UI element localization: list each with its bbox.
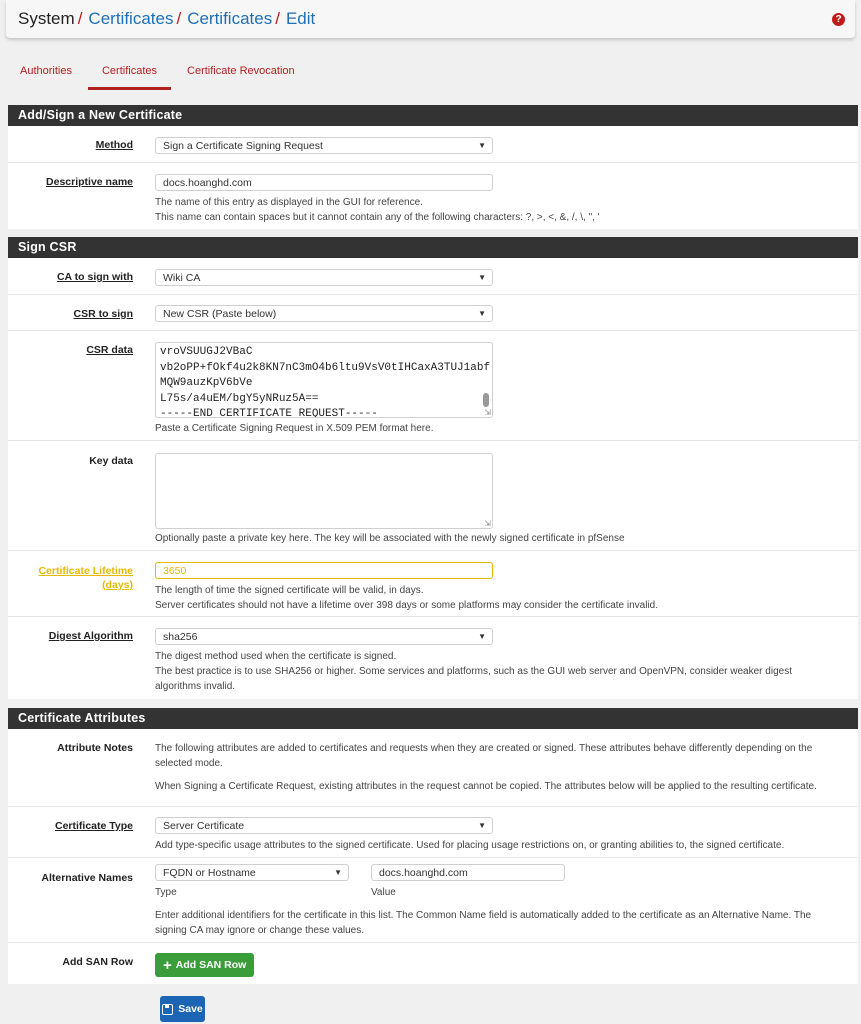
row-certificate-type — [8, 807, 858, 858]
descriptive-name-label: Descriptive name — [46, 176, 133, 188]
san-type-caption: Type — [155, 887, 177, 898]
help-text: This name can contain spaces but it cannot contain any of the following characters: ?, >, <, &, /, \, ", ' — [155, 212, 600, 223]
resize-handle-icon[interactable]: ⇲ — [484, 519, 491, 528]
ca-label: CA to sign with — [56, 271, 133, 283]
tab-certificates[interactable]: Certificates — [88, 56, 171, 90]
add-san-row-button-label: Add SAN Row — [175, 959, 247, 971]
row-ca — [8, 258, 858, 295]
breadcrumb-edit[interactable]: Edit — [285, 9, 316, 28]
help-text: The length of time the signed certificate will be valid, in days. — [155, 585, 424, 596]
key-data-help: Optionally paste a private key here. The key will be associated with the newly signed certificate in pfSense — [155, 533, 625, 544]
lifetime-label-line2: (days) — [102, 579, 133, 591]
san-value-input[interactable]: docs.hoanghd.com — [371, 864, 565, 881]
descriptive-name-help — [155, 195, 845, 225]
row-digest — [8, 617, 858, 698]
save-button-label: Save — [178, 1003, 203, 1015]
csr-data-label: CSR data — [86, 344, 133, 356]
chevron-down-icon: ▼ — [478, 273, 486, 282]
csr-data-textarea[interactable] — [155, 342, 493, 418]
descriptive-name-input[interactable]: docs.hoanghd.com — [155, 174, 493, 191]
add-san-row-button[interactable] — [155, 953, 254, 977]
panel-add-sign — [8, 105, 858, 229]
row-descriptive-name — [8, 163, 858, 229]
breadcrumb-separator: / — [77, 9, 83, 28]
ca-value: Wiki CA — [163, 271, 201, 284]
chevron-down-icon: ▼ — [478, 309, 486, 318]
panel-certificate-attributes — [8, 708, 858, 984]
csr-data-help: Paste a Certificate Signing Request in X.509 PEM format here. — [155, 423, 434, 434]
breadcrumb-separator: / — [275, 9, 280, 28]
breadcrumb — [6, 0, 855, 38]
lifetime-input[interactable]: 3650 — [155, 562, 493, 579]
csr-data-text: vroVSUUGJ2VBaC vb2oPP+fOkf4u2k8KN7nC3mO4b6ltu9VsV0tIHCaxA3TUJ1abf MQW9auzKpV6bVe L75s/a4uEM/bgY5yNRuz5A== -----END CERTIFICATE REQUEST----- — [160, 346, 491, 417]
breadcrumb-system: System — [18, 9, 75, 28]
scrollbar-thumb[interactable] — [483, 393, 489, 407]
san-type-value: FQDN or Hostname — [163, 866, 256, 879]
row-csr-data — [8, 331, 858, 441]
breadcrumb-certificates-1[interactable]: Certificates — [88, 9, 174, 28]
chevron-down-icon: ▼ — [334, 868, 342, 877]
help-text: When Signing a Certificate Request, existing attributes in the request cannot be copied. The attributes below will be applied to the resulting certificate. — [155, 781, 817, 792]
certificate-type-label: Certificate Type — [55, 820, 133, 832]
tab-bar — [8, 56, 311, 90]
lifetime-help — [155, 583, 845, 613]
breadcrumb-separator: / — [176, 9, 182, 28]
csr-scrollbar[interactable] — [482, 345, 490, 417]
alternative-names-label: Alternative Names — [41, 872, 133, 884]
row-csr-select — [8, 295, 858, 331]
csr-value: New CSR (Paste below) — [163, 307, 277, 320]
help-text: The digest method used when the certificate is signed. — [155, 651, 397, 662]
certificate-type-select[interactable] — [155, 817, 493, 834]
row-key-data — [8, 441, 858, 551]
tab-authorities[interactable]: Authorities — [20, 65, 72, 77]
digest-label: Digest Algorithm — [48, 630, 133, 642]
attribute-notes-label: Attribute Notes — [57, 742, 133, 754]
key-data-label: Key data — [89, 455, 133, 467]
row-alternative-names — [8, 858, 858, 943]
row-method — [8, 126, 858, 163]
method-value: Sign a Certificate Signing Request — [163, 139, 323, 152]
panel-heading-attributes: Certificate Attributes — [8, 708, 858, 729]
lifetime-label-line1: Certificate Lifetime — [38, 565, 133, 577]
csr-select[interactable] — [155, 305, 493, 322]
method-select[interactable] — [155, 137, 493, 154]
resize-handle-icon[interactable]: ⇲ — [484, 408, 491, 417]
help-text: Server certificates should not have a lifetime over 398 days or some platforms may consider the certificate invalid. — [155, 600, 659, 611]
help-text: algorithms invalid. — [155, 681, 236, 692]
certificate-type-value: Server Certificate — [163, 819, 245, 832]
san-type-select[interactable] — [155, 864, 349, 881]
help-text: selected mode. — [155, 758, 223, 769]
key-data-textarea[interactable] — [155, 453, 493, 529]
digest-help — [155, 649, 845, 694]
attribute-notes-text — [155, 741, 850, 794]
lifetime-label — [8, 564, 133, 592]
tab-certificate-revocation[interactable]: Certificate Revocation — [187, 65, 295, 77]
help-icon[interactable]: ? — [832, 13, 845, 26]
alternative-names-help — [155, 908, 850, 938]
plus-icon: + — [163, 956, 172, 974]
panel-heading-sign-csr: Sign CSR — [8, 237, 858, 258]
add-san-row-label: Add SAN Row — [62, 956, 133, 968]
help-text: signing CA may ignore or change these values. — [155, 925, 365, 936]
panel-sign-csr — [8, 237, 858, 699]
save-icon — [162, 1004, 173, 1015]
digest-value: sha256 — [163, 630, 198, 643]
chevron-down-icon: ▼ — [478, 821, 486, 830]
help-text: The following attributes are added to certificates and requests when they are created or signed. These attributes behave differently depending on the — [155, 743, 813, 754]
breadcrumb-certificates-2[interactable]: Certificates — [187, 9, 273, 28]
help-text: The best practice is to use SHA256 or higher. Some services and platforms, such as the GUI web server and OpenVPN, consider weaker digest — [155, 666, 792, 677]
row-attribute-notes — [8, 729, 858, 807]
row-lifetime — [8, 551, 858, 617]
chevron-down-icon: ▼ — [478, 632, 486, 641]
save-button[interactable] — [160, 996, 205, 1022]
row-add-san — [8, 943, 858, 984]
san-value-caption: Value — [371, 887, 396, 898]
digest-select[interactable] — [155, 628, 493, 645]
csr-label: CSR to sign — [73, 308, 133, 320]
panel-heading-add-sign: Add/Sign a New Certificate — [8, 105, 858, 126]
method-label: Method — [95, 139, 133, 151]
help-text: Enter additional identifiers for the certificate in this list. The Common Name field is automatically added to the certificate as an Alternative Name. The — [155, 910, 812, 921]
ca-select[interactable] — [155, 269, 493, 286]
certificate-type-help: Add type-specific usage attributes to the signed certificate. Used for placing usage restrictions on, or granting abilities to, the signed certificate. — [155, 840, 785, 851]
help-text: The name of this entry as displayed in the GUI for reference. — [155, 197, 423, 208]
chevron-down-icon: ▼ — [478, 141, 486, 150]
